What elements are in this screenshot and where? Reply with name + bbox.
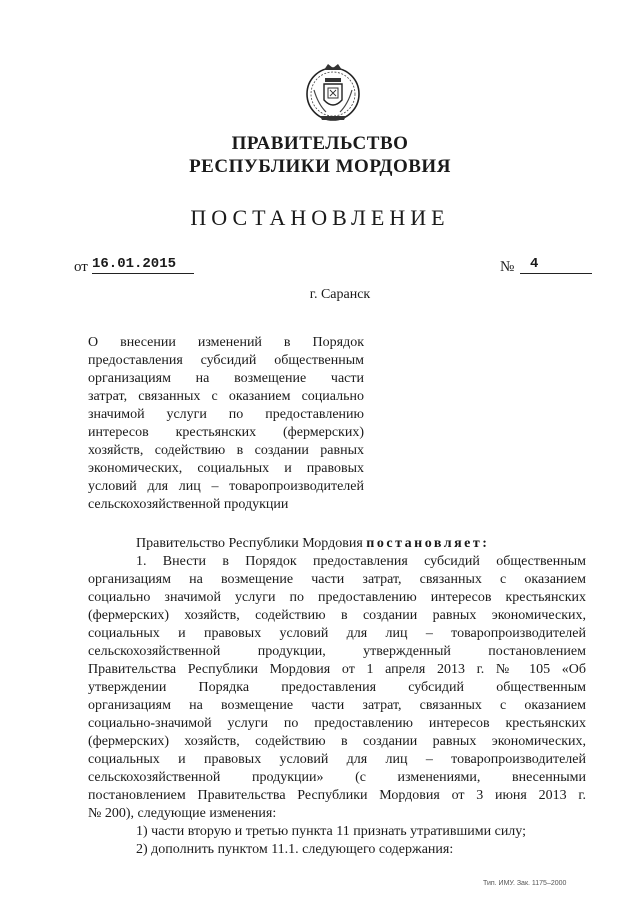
body-line: 1. Внести в Порядок предоставления субсидий общественным [136, 554, 586, 569]
body-line: организациям на возмещение части затрат, связанных с оказанием [88, 698, 586, 713]
body-line: социально значимой услуги по предоставлению интересов крестьянских [88, 590, 586, 605]
preamble-emphasis: постановляет: [366, 536, 490, 551]
subject-line: экономических, социальных и правовых [88, 461, 364, 476]
subject-line: условий для лиц – товаропроизводителей [88, 479, 364, 494]
subject-line: интересов крестьянских (фермерских) [88, 425, 364, 440]
number-label: № [500, 259, 515, 275]
body-line: Правительства Республики Мордовия от 1 апреля 2013 г. № 105 «Об [88, 662, 586, 677]
body-line: социально-значимой услуги по предоставлению интересов крестьянских [88, 716, 586, 731]
body-line: (фермерских) хозяйств, содействию в создании равных экономических, [88, 608, 586, 623]
preamble-line [88, 535, 586, 553]
subject-line: сельскохозяйственной продукции [88, 497, 289, 512]
resolution-body [88, 535, 586, 859]
subject-line: хозяйств, содействию в создании равных [88, 443, 364, 458]
subject-line: значимой услуги по предоставлению [88, 407, 364, 422]
subject-line: предоставления субсидий общественным [88, 353, 364, 368]
preamble-text: Правительство Республики Мордовия [136, 536, 367, 551]
date-value: 16.01.2015 [92, 256, 194, 274]
subject-line: затрат, связанных с оказанием социально [88, 389, 364, 404]
body-line: постановлением Правительства Республики Мордовия от 3 июня 2013 г. [88, 788, 586, 803]
government-name-line2: РЕСПУБЛИКИ МОРДОВИЯ [189, 156, 451, 177]
body-line: организациям на возмещение части затрат, связанных с оказанием [88, 572, 586, 587]
city-name: г. Саранск [309, 287, 371, 302]
list-item: 1) части вторую и третью пункта 11 признать утратившими силу; [136, 824, 526, 839]
subject-block [88, 334, 364, 514]
subject-line: организациям на возмещение части [88, 371, 364, 386]
body-line: сельскохозяйственной продукции» (с изменениями, внесенными [88, 770, 586, 785]
coat-of-arms-icon [302, 60, 364, 126]
print-code: Тип. ИМУ. Зак. 1175–2000 [483, 880, 567, 887]
body-line: утверждении Порядка предоставления субсидий общественным [88, 680, 586, 695]
body-line: социальных и правовых условий для лиц – товаропроизводителей [88, 752, 586, 767]
list-item: 2) дополнить пунктом 11.1. следующего содержания: [136, 842, 454, 857]
subject-line: О внесении изменений в Порядок [88, 335, 364, 350]
body-line: (фермерских) хозяйств, содействию в создании равных экономических, [88, 734, 586, 749]
number-value: 4 [520, 256, 592, 274]
body-line: № 200), следующие изменения: [88, 806, 277, 821]
body-line: социальных и правовых условий для лиц – товаропроизводителей [88, 626, 586, 641]
document-type-title: ПОСТАНОВЛЕНИЕ [190, 205, 450, 230]
government-name-line1: ПРАВИТЕЛЬСТВО [231, 133, 409, 154]
body-line: сельскохозяйственной продукции, утвержденный постановлением [88, 644, 586, 659]
date-label: от [74, 259, 88, 275]
